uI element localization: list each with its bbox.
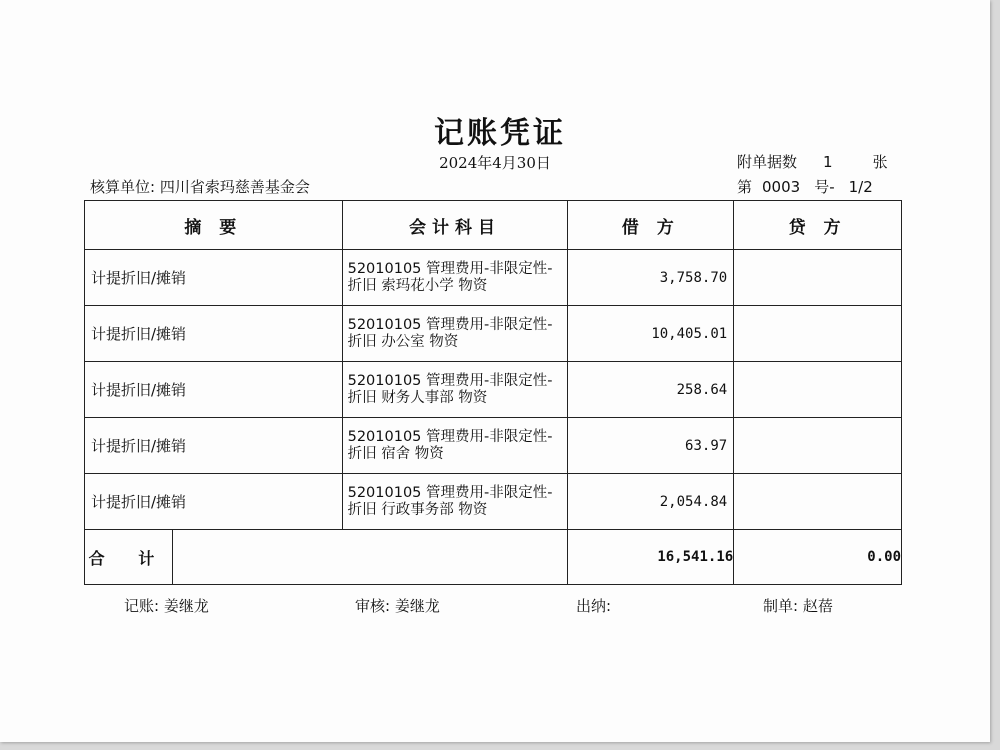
preparer [763,595,833,616]
header-debit: 借 方 [568,201,734,250]
account-line-1: 52010105 管理费用-非限定性- [347,372,553,389]
preparer-name: 赵蓓 [802,597,833,615]
cashier-label: 出纳: [576,597,612,615]
row-account [342,306,568,362]
attachment-count [737,151,888,172]
table-row [85,250,902,306]
row-summary: 计提折旧/摊销 [85,306,343,362]
row-account [342,250,568,306]
row-account [342,362,568,418]
voucher-table [84,200,902,585]
account-line-2: 折旧 财务人事部 物资 [347,389,488,406]
row-summary: 计提折旧/摊销 [85,250,343,306]
accounting-unit-label: 核算单位: [90,178,156,196]
row-debit: 63.97 [568,418,734,474]
attachment-number: 1 [823,153,833,171]
table-row [85,474,902,530]
account-line-1: 52010105 管理费用-非限定性- [347,316,553,333]
voucher-date: 2024年4月30日 [439,154,551,172]
row-debit: 2,054.84 [568,474,734,530]
voucher-prefix: 第 [737,178,753,196]
total-label: 合 计 [85,530,173,585]
voucher-number [737,176,873,197]
row-summary: 计提折旧/摊销 [85,418,343,474]
reviewer [355,595,440,616]
total-row [85,530,902,585]
total-blank [172,530,567,585]
account-line-2: 折旧 宿舍 物资 [347,445,444,462]
account-line-1: 52010105 管理费用-非限定性- [347,260,553,277]
cashier [576,595,611,616]
attachment-label: 附单据数 [737,153,798,171]
total-credit: 0.00 [734,530,902,585]
table-row [85,306,902,362]
row-summary: 计提折旧/摊销 [85,474,343,530]
header-account: 会计科目 [342,201,568,250]
row-account [342,474,568,530]
bookkeeper-label: 记账: [124,597,160,615]
account-line-1: 52010105 管理费用-非限定性- [347,428,553,445]
row-credit [734,418,902,474]
header-credit: 贷 方 [734,201,902,250]
accounting-unit [90,176,310,197]
row-debit: 258.64 [568,362,734,418]
row-debit: 3,758.70 [568,250,734,306]
account-line-2: 折旧 办公室 物资 [347,333,459,350]
attachment-unit: 张 [872,153,888,171]
account-line-2: 折旧 行政事务部 物资 [347,501,488,518]
row-credit [734,362,902,418]
bookkeeper [124,595,209,616]
total-debit: 16,541.16 [568,530,734,585]
voucher-page: 1/2 [848,178,873,196]
table-header-row [85,201,902,250]
reviewer-name: 姜继龙 [394,597,440,615]
account-line-2: 折旧 索玛花小学 物资 [347,277,488,294]
row-account [342,418,568,474]
reviewer-label: 审核: [355,597,391,615]
page-title: 记账凭证 [434,116,566,151]
row-debit: 10,405.01 [568,306,734,362]
accounting-unit-name: 四川省索玛慈善基金会 [159,178,310,196]
header-summary: 摘 要 [85,201,343,250]
voucher-no: 0003 [762,178,801,196]
row-credit [734,474,902,530]
table-row [85,362,902,418]
bookkeeper-name: 姜继龙 [163,597,209,615]
preparer-label: 制单: [763,597,799,615]
row-summary: 计提折旧/摊销 [85,362,343,418]
voucher-suffix: 号- [814,178,835,196]
row-credit [734,306,902,362]
row-credit [734,250,902,306]
table-row [85,418,902,474]
account-line-1: 52010105 管理费用-非限定性- [347,484,553,501]
